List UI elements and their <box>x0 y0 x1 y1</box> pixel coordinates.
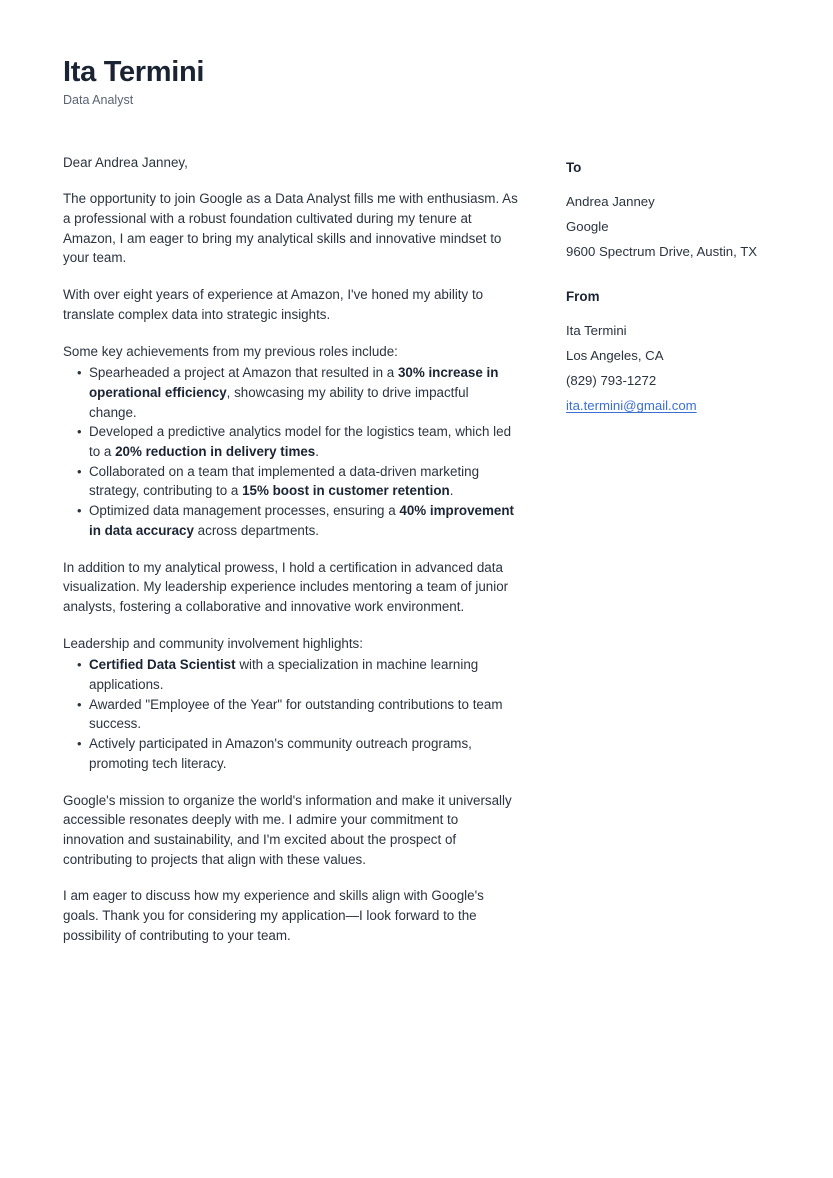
list-item <box>63 501 519 540</box>
list-item <box>63 734 519 773</box>
salutation: Dear Andrea Janney, <box>63 154 188 170</box>
achievements-lead-in: Some key achievements from my previous roles include: <box>63 343 398 359</box>
list-item <box>63 462 519 501</box>
leadership-list <box>63 655 519 773</box>
to-heading: To <box>566 159 582 175</box>
recipient-block <box>566 159 770 264</box>
bullet-text-post: across departments. <box>193 522 319 538</box>
bullet-text-pre: Collaborated on a team that implemented a data-driven marketing strategy, contributing to a <box>89 463 480 499</box>
bullet-text-pre: Optimized data management processes, ensuring a <box>89 503 400 519</box>
list-item <box>63 695 519 734</box>
recipient-name: Andrea Janney <box>566 194 655 210</box>
achievements-list <box>63 363 519 540</box>
closing-paragraph: I am eager to discuss how my experience and skills align with Google's goals. Thank you for considering my application—I look forward to the possibility of contributing to your team. <box>63 888 484 943</box>
sender-phone: (829) 793-1272 <box>566 373 657 389</box>
from-heading: From <box>566 289 600 305</box>
bullet-text-post: . <box>449 483 454 499</box>
bullet-text-bold: 30% increase in operational efficiency <box>89 365 499 400</box>
bullet-text-post: . <box>315 444 319 460</box>
list-item <box>63 422 519 461</box>
bullet-text-bold: 20% reduction in delivery times <box>115 444 316 460</box>
experience-paragraph: With over eight years of experience at Amazon, I've honed my ability to translate complex data into strategic insights. <box>63 287 484 322</box>
letter-body-column <box>63 153 519 963</box>
sender-email-link[interactable]: ita.termini@gmail.com <box>566 398 697 414</box>
content-columns <box>63 153 770 963</box>
bullet-text-pre: Actively participated in Amazon's community outreach programs, promoting tech literacy. <box>89 736 472 771</box>
bullet-text-bold: Certified Data Scientist <box>89 657 236 673</box>
intro-paragraph: The opportunity to join Google as a Data Analyst fills me with enthusiasm. As a professional with a robust foundation cultivated during my tenure at Amazon, I am eager to bring my analytical skills and innovative mindset to your team. <box>63 191 518 266</box>
leadership-lead-in: Leadership and community involvement highlights: <box>63 635 363 651</box>
sender-location: Los Angeles, CA <box>566 348 664 364</box>
job-title-subtitle: Data Analyst <box>63 93 134 108</box>
bullet-text-bold: 15% boost in customer retention <box>242 483 450 499</box>
mission-paragraph: Google's mission to organize the world's information and make it universally accessible resonates deeply with me. I admire your commitment to innovation and sustainability, and I'm excited about the prospect of contributing to projects that align with these values. <box>63 792 512 867</box>
bullet-text-pre: Spearheaded a project at Amazon that resulted in a <box>89 365 398 381</box>
certification-paragraph: In addition to my analytical prowess, I hold a certification in advanced data visualization. My leadership experience includes mentoring a team of junior analysts, fostering a collaborative and innovative work environment. <box>63 559 509 614</box>
recipient-address: 9600 Spectrum Drive, Austin, TX <box>566 244 758 260</box>
bullet-text-post: with a specialization in machine learning applications. <box>89 657 479 693</box>
sender-block <box>566 288 770 418</box>
list-item <box>63 363 519 422</box>
bullet-text-post: , showcasing my ability to drive impactful change. <box>89 384 469 420</box>
sender-name: Ita Termini <box>566 323 627 339</box>
bullet-text-pre: Awarded "Employee of the Year" for outstanding contributions to team success. <box>89 696 503 732</box>
bullet-text-pre: Developed a predictive analytics model for the logistics team, which led to a <box>89 424 512 460</box>
list-item <box>63 655 519 694</box>
contact-sidebar <box>566 153 770 443</box>
recipient-company: Google <box>566 219 609 235</box>
page-title: Ita Termini <box>63 56 205 88</box>
bullet-text-bold: 40% improvement in data accuracy <box>89 503 514 538</box>
letter-header <box>63 56 770 109</box>
